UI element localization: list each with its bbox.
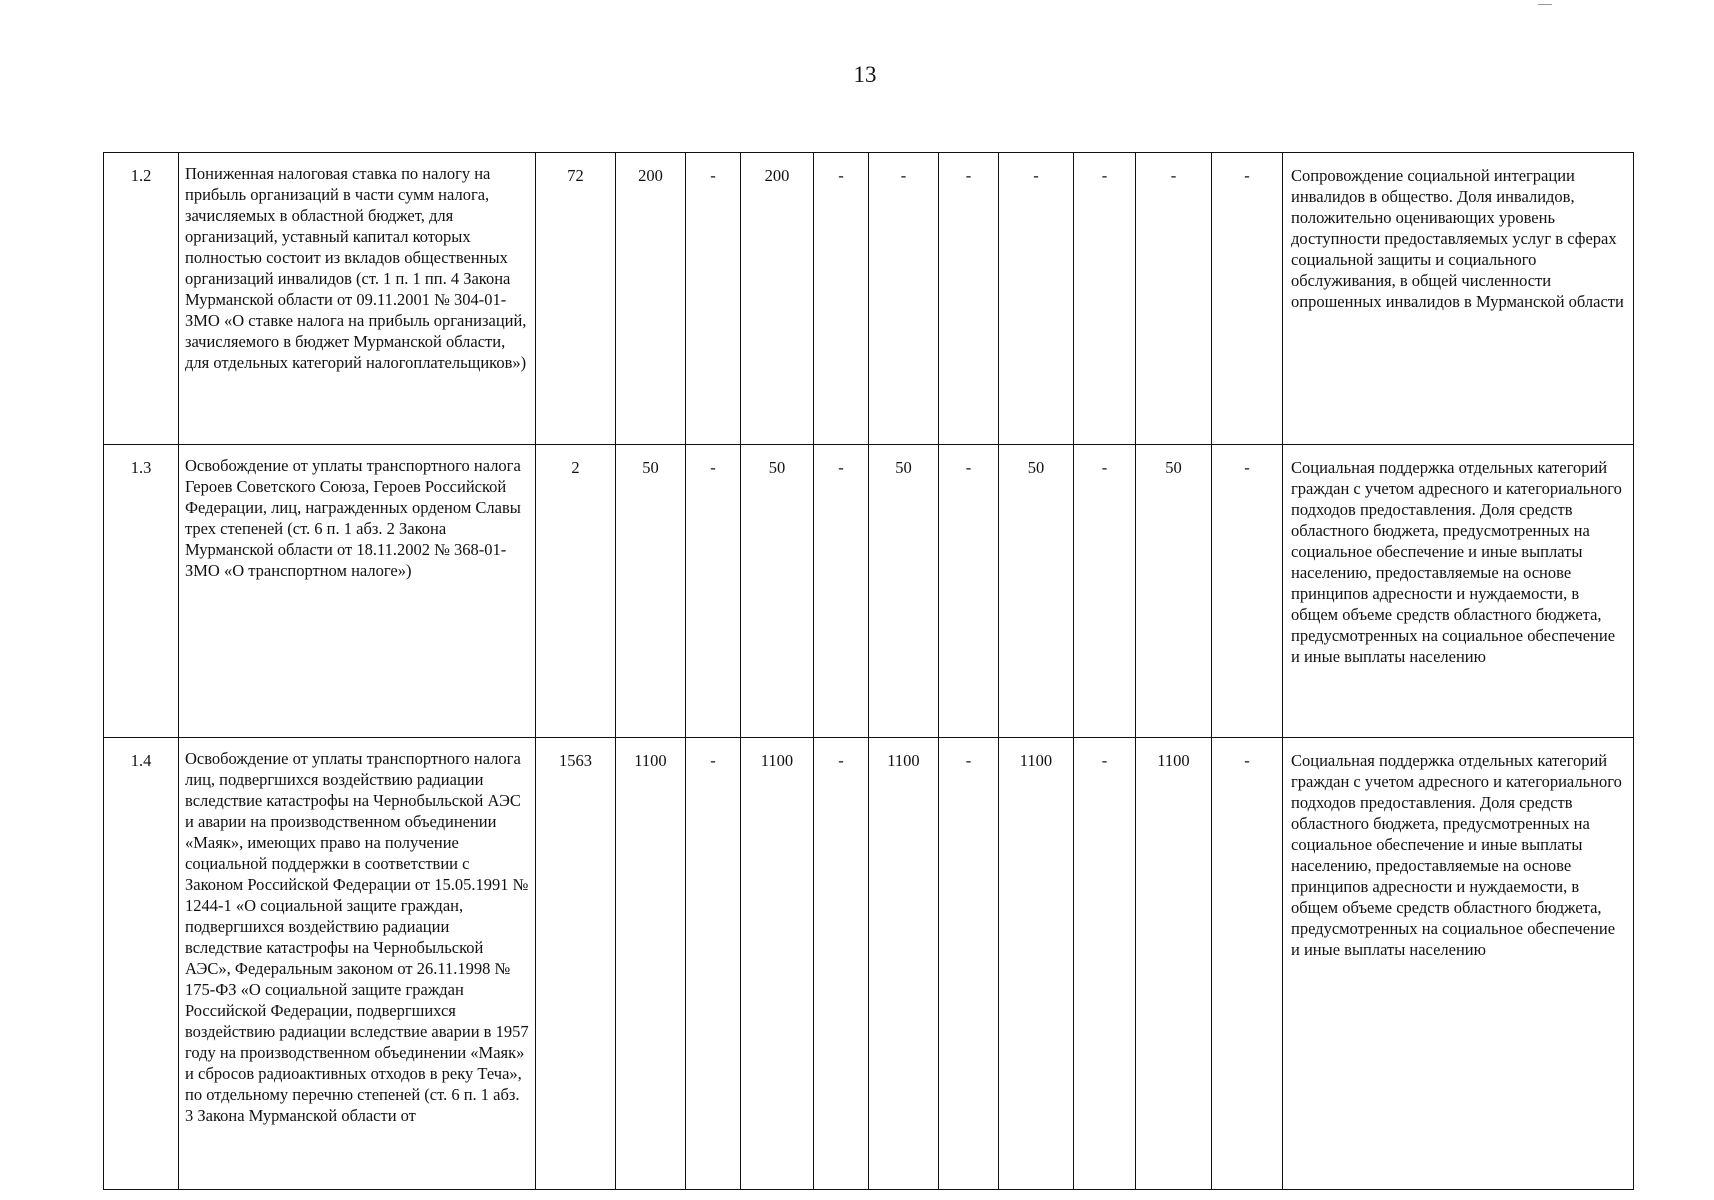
value-cell: 1100 xyxy=(1136,738,1212,1190)
value-cell: 1100 xyxy=(999,738,1074,1190)
value-cell: - xyxy=(814,445,869,738)
value-cell: - xyxy=(939,738,999,1190)
value-cell: 2 xyxy=(536,445,616,738)
benefit-description: Освобождение от уплаты транспортного налога Героев Советского Союза, Героев Российской Федерации, лиц, награжденных орденом Славы трех степеней (ст. 6 п. 1 абз. 2 Закона Мурманской области от 18.11.2002 № 368-01-ЗМО «О транспортном налоге») xyxy=(179,445,536,738)
value-cell: - xyxy=(1212,445,1283,738)
value-cell: - xyxy=(1074,153,1136,445)
goal-description: Сопровождение социальной интеграции инвалидов в общество. Доля инвалидов, положительно оценивающих уровень доступности предоставляемых услуг в сферах социальной защиты и социального обслуживания, в общей численности опрошенных инвалидов в Мурманской области xyxy=(1283,153,1634,445)
tax-benefits-table xyxy=(103,152,1634,1190)
value-cell: 200 xyxy=(741,153,814,445)
scan-mark xyxy=(1538,4,1552,5)
row-number: 1.2 xyxy=(104,153,179,445)
value-cell: 1100 xyxy=(869,738,939,1190)
value-cell: 1100 xyxy=(616,738,686,1190)
row-number: 1.3 xyxy=(104,445,179,738)
value-cell: - xyxy=(814,153,869,445)
value-cell: 50 xyxy=(616,445,686,738)
value-cell: - xyxy=(686,738,741,1190)
page-number: 13 xyxy=(853,62,877,87)
value-cell: 50 xyxy=(869,445,939,738)
value-cell: - xyxy=(1136,153,1212,445)
table-row xyxy=(104,153,1634,445)
value-cell: - xyxy=(869,153,939,445)
value-cell: - xyxy=(686,153,741,445)
value-cell: 200 xyxy=(616,153,686,445)
benefit-description: Пониженная налоговая ставка по налогу на прибыль организаций в части сумм налога, зачисляемых в областной бюджет, для организаций, уставный капитал которых полностью состоит из вкладов общественных организаций инвалидов (ст. 1 п. 1 пп. 4 Закона Мурманской области от 09.11.2001 № 304-01-ЗМО «О ставке налога на прибыль организаций, зачисляемого в бюджет Мурманской области, для отдельных категорий налогоплательщиков») xyxy=(179,153,536,445)
value-cell: 50 xyxy=(741,445,814,738)
value-cell: - xyxy=(1212,738,1283,1190)
value-cell: 1563 xyxy=(536,738,616,1190)
value-cell: 72 xyxy=(536,153,616,445)
value-cell: - xyxy=(1212,153,1283,445)
value-cell: - xyxy=(939,445,999,738)
value-cell: - xyxy=(1074,738,1136,1190)
goal-description: Социальная поддержка отдельных категорий граждан с учетом адресного и категориального подходов предоставления. Доля средств областного бюджета, предусмотренных на социальное обеспечение и иные выплаты населению, предоставляемые на основе принципов адресности и нуждаемости, в общем объеме средств областного бюджета, предусмотренных на социальное обеспечение и иные выплаты населению xyxy=(1283,738,1634,1190)
table-row xyxy=(104,738,1634,1190)
value-cell: - xyxy=(939,153,999,445)
value-cell: 50 xyxy=(1136,445,1212,738)
table-row xyxy=(104,445,1634,738)
value-cell: - xyxy=(999,153,1074,445)
value-cell: - xyxy=(814,738,869,1190)
benefit-description: Освобождение от уплаты транспортного налога лиц, подвергшихся воздействию радиации вследствие катастрофы на Чернобыльской АЭС и аварии на производственном объединении «Маяк», имеющих право на получение социальной поддержки в соответствии с Законом Российской Федерации от 15.05.1991 № 1244-1 «О социальной защите граждан, подвергшихся воздействию радиации вследствие катастрофы на Чернобыльской АЭС», Федеральным законом от 26.11.1998 № 175-ФЗ «О социальной защите граждан Российской Федерации, подвергшихся воздействию радиации вследствие аварии в 1957 году на производственном объединении «Маяк» и сбросов радиоактивных отходов в реку Теча», по отдельному перечню степеней (ст. 6 п. 1 абз. 3 Закона Мурманской области от xyxy=(179,738,536,1190)
value-cell: 1100 xyxy=(741,738,814,1190)
row-number: 1.4 xyxy=(104,738,179,1190)
value-cell: - xyxy=(1074,445,1136,738)
goal-description: Социальная поддержка отдельных категорий граждан с учетом адресного и категориального подходов предоставления. Доля средств областного бюджета, предусмотренных на социальное обеспечение и иные выплаты населению, предоставляемые на основе принципов адресности и нуждаемости, в общем объеме средств областного бюджета, предусмотренных на социальное обеспечение и иные выплаты населению xyxy=(1283,445,1634,738)
value-cell: - xyxy=(686,445,741,738)
value-cell: 50 xyxy=(999,445,1074,738)
